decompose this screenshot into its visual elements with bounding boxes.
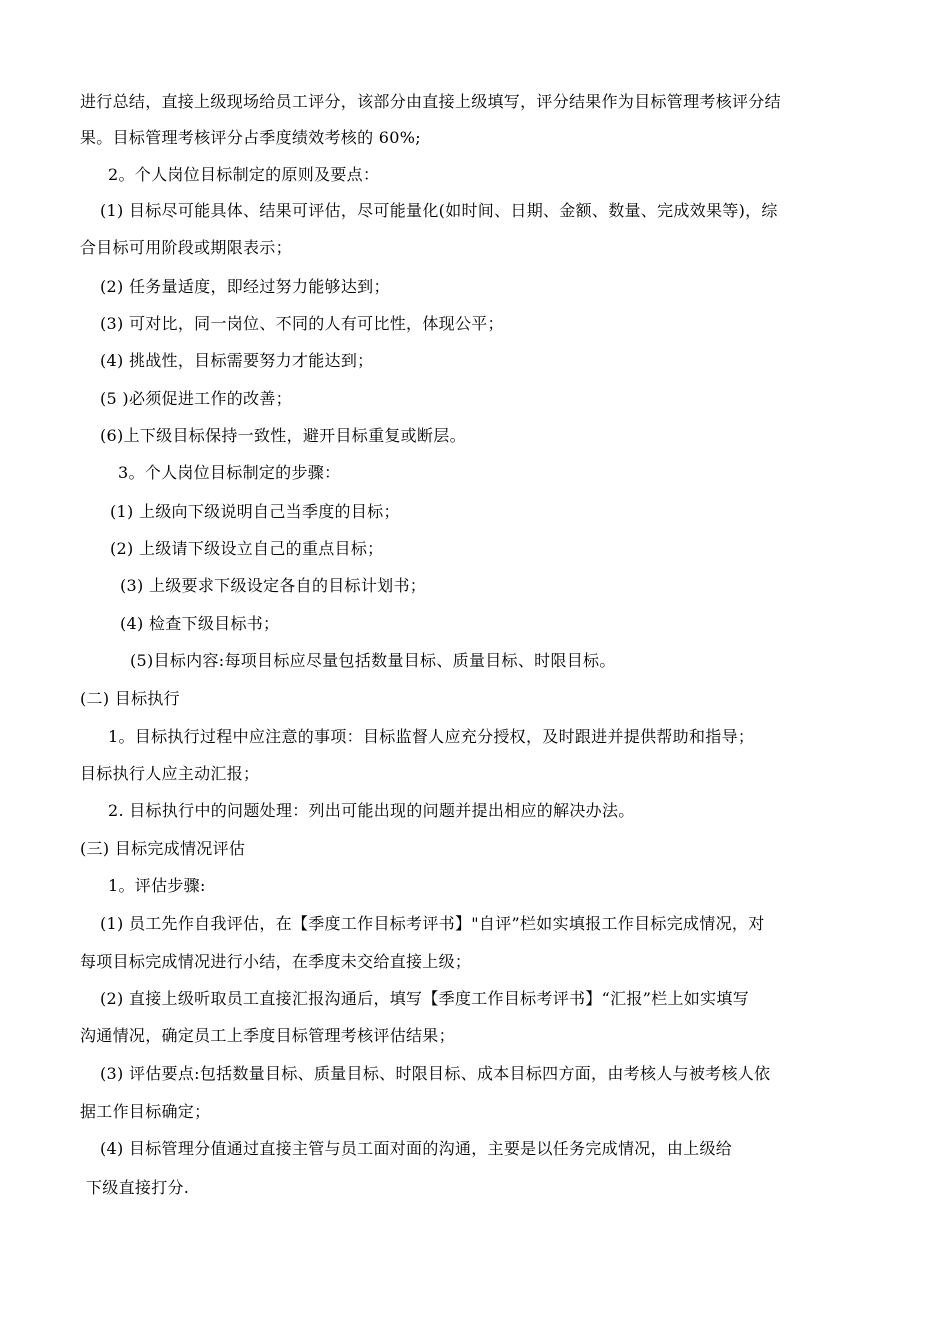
paragraph-line: 下级直接打分.	[86, 1178, 190, 1197]
paragraph-line: (6)上下级目标保持一致性，避开目标重复或断层。	[100, 426, 466, 445]
paragraph-line: 合目标可用阶段或期限表示；	[80, 238, 292, 257]
paragraph-line: 3。个人岗位目标制定的步骤：	[118, 463, 341, 482]
paragraph-line: (1) 目标尽可能具体、结果可评估，尽可能量化(如时间、日期、金额、数量、完成效果等)，综	[100, 201, 778, 220]
paragraph-line: 每项目标完成情况进行小结，在季度未交给直接上级；	[80, 952, 472, 971]
paragraph-line: (1) 上级向下级说明自己当季度的目标；	[110, 502, 400, 521]
paragraph-line: 沟通情况，确定员工上季度目标管理考核评估结果；	[80, 1026, 455, 1045]
paragraph-line: 目标执行人应主动汇报；	[80, 764, 260, 783]
paragraph-line: (1) 员工先作自我评估，在【季度工作目标考评书】"自评”栏如实填报工作目标完成情况，对	[100, 914, 765, 933]
paragraph-line: 1。目标执行过程中应注意的事项：目标监督人应充分授权，及时跟进并提供帮助和指导；	[108, 727, 755, 746]
paragraph-line: 2。个人岗位目标制定的原则及要点：	[108, 165, 380, 184]
paragraph-line: (2) 上级请下级设立自己的重点目标；	[110, 539, 384, 558]
paragraph-line: (3) 评估要点:包括数量目标、质量目标、时限目标、成本目标四方面，由考核人与被考核人依	[100, 1064, 771, 1083]
paragraph-line: (3) 可对比，同一岗位、不同的人有可比性，体现公平；	[100, 314, 504, 333]
section-heading: (三) 目标完成情况评估	[80, 839, 246, 858]
section-heading: (二) 目标执行	[80, 689, 180, 708]
paragraph-line: (3) 上级要求下级设定各自的目标计划书；	[120, 576, 427, 595]
paragraph-line: (2) 直接上级听取员工直接汇报沟通后，填写【季度工作目标考评书】“汇报”栏上如实填写	[100, 989, 750, 1008]
paragraph-line: (5)目标内容:每项目标应尽量包括数量目标、质量目标、时限目标。	[130, 651, 616, 670]
paragraph-line: 2. 目标执行中的问题处理：列出可能出现的问题并提出相应的解决办法。	[108, 801, 635, 820]
paragraph-line: (4) 挑战性，目标需要努力才能达到；	[100, 351, 374, 370]
paragraph-line: (2) 任务量适度，即经过努力能够达到；	[100, 277, 390, 296]
paragraph-line: 果。目标管理考核评分占季度绩效考核的 60%;	[80, 128, 421, 147]
paragraph-line: (5 )必须促进工作的改善；	[100, 389, 292, 408]
paragraph-line: (4) 目标管理分值通过直接主管与员工面对面的沟通，主要是以任务完成情况，由上级给	[100, 1139, 733, 1158]
paragraph-line: 进行总结，直接上级现场给员工评分，该部分由直接上级填写，评分结果作为目标管理考核评分结	[80, 92, 781, 111]
paragraph-line: 1。评估步骤:	[108, 876, 206, 895]
paragraph-line: 据工作目标确定；	[80, 1102, 211, 1121]
paragraph-line: (4) 检查下级目标书；	[120, 614, 280, 633]
